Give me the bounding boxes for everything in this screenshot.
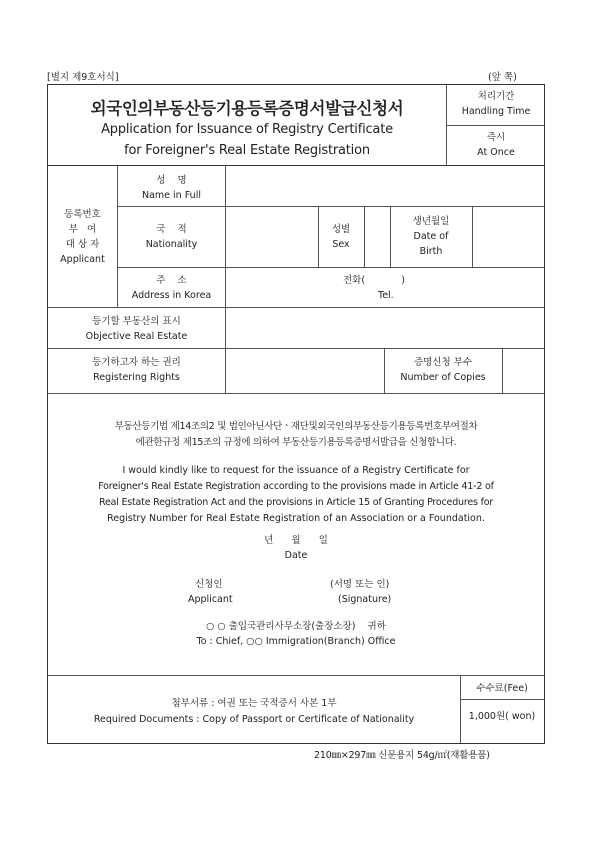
signature-label-en: (Signature): [338, 594, 392, 605]
dob-label-en-1: Date of: [413, 231, 449, 242]
address-input-area[interactable]: [226, 268, 336, 307]
dob-input-area[interactable]: [473, 207, 544, 267]
handling-time-value-ko: 즉시: [486, 132, 506, 143]
form-number-label: [별지 제9호서식]: [47, 72, 119, 83]
handling-time-label-en: Handling Time: [461, 106, 531, 117]
copies-label-en: Number of Copies: [400, 372, 486, 383]
registering-rights-input-area[interactable]: [226, 349, 384, 393]
handling-time-label-ko: 처리기간: [477, 91, 515, 102]
dob-label-ko: 생년월일: [412, 216, 450, 227]
fee-label: 수수료(Fee): [476, 683, 528, 694]
applicant-label-ko-3: 대 상 자: [65, 239, 100, 250]
sex-label-ko: 성별: [331, 224, 351, 235]
nationality-label-ko: 국 적: [156, 224, 187, 235]
date-label-ko: 년 월 일: [264, 535, 328, 546]
recipient-ko: ○ ○ 출입국관리사무소장(출장소장) 귀하: [206, 621, 386, 632]
telephone-label-en: Tel.: [378, 290, 394, 301]
dob-label-en-2: Birth: [419, 246, 443, 257]
applicant-label-en: Applicant: [60, 254, 105, 265]
applicant-label-ko-1: 등록번호: [64, 209, 101, 220]
name-label-ko: 성 명: [156, 175, 187, 186]
name-label-en: Name in Full: [142, 190, 201, 201]
required-documents-ko: 첨부서류 : 여권 또는 국적증서 사본 1부: [171, 698, 337, 709]
objective-estate-label-ko: 등기할 부동산의 표시: [92, 316, 181, 327]
date-label-en: Date: [284, 550, 308, 561]
nationality-input-area[interactable]: [226, 207, 318, 267]
address-label-ko: 주 소: [156, 275, 187, 286]
title-korean: 외국인의부동산등기용등록증명서발급신청서: [90, 99, 404, 118]
statement-en-line2: Foreigner's Real Estate Registration according to the provisions made in Article 41-2 of: [98, 481, 494, 492]
required-documents-en: Required Documents : Copy of Passport or Certificate of Nationality: [93, 714, 415, 725]
fee-value: 1,000원( won): [468, 711, 536, 722]
objective-estate-input-area[interactable]: [226, 308, 544, 348]
nationality-label-en: Nationality: [145, 239, 198, 250]
applicant-signature-label-ko: 신청인: [195, 579, 223, 590]
telephone-label-ko: 전화( ): [343, 275, 406, 286]
copies-label-ko: 증명신청 부수: [413, 357, 473, 368]
handling-time-value-en: At Once: [477, 147, 515, 158]
page-side-label: (앞 쪽): [488, 72, 517, 83]
statement-en-line1: I would kindly like to request for the issuance of a Registry Certificate for: [122, 465, 470, 476]
statement-en-line3: Real Estate Registration Act and the provisions in Article 15 of Granting Procedures for: [98, 497, 494, 508]
statement-ko-line1: 부동산등기법 제14조의2 및 법인아닌사단ㆍ재단및외국인의부동산등기용등록번호부여절차: [114, 421, 478, 432]
registering-rights-label-ko: 등기하고자 하는 권리: [92, 357, 181, 368]
registering-rights-label-en: Registering Rights: [93, 372, 180, 383]
address-label-en: Address in Korea: [131, 290, 212, 301]
objective-estate-label-en: Objective Real Estate: [85, 331, 188, 342]
title-english-line1: Application for Issuance of Registry Certificate: [101, 122, 393, 137]
statement-ko-line2: 에관한규정 제15조의 규정에 의하여 부동산등기용등록증명서발급을 신청합니다.: [135, 437, 457, 448]
signature-or-seal-label-ko: (서명 또는 인): [330, 579, 390, 590]
application-form: [47, 84, 545, 744]
paper-spec-footer: 210㎜×297㎜ 신문용지 54g/㎡(재활용품): [314, 750, 490, 761]
applicant-signature-label-en: Applicant: [188, 594, 233, 605]
statement-en-line4: Registry Number for Real Estate Registration of an Association or a Foundation.: [107, 513, 485, 524]
sex-label-en: Sex: [332, 239, 350, 250]
copies-input-area[interactable]: [503, 349, 544, 393]
title-english-line2: for Foreigner's Real Estate Registration: [124, 143, 370, 158]
name-input-area[interactable]: [226, 166, 544, 206]
applicant-label-ko-2: 부 여: [68, 224, 97, 235]
sex-input-area[interactable]: [365, 207, 390, 267]
recipient-en: To : Chief, ○○ Immigration(Branch) Office: [196, 636, 396, 647]
